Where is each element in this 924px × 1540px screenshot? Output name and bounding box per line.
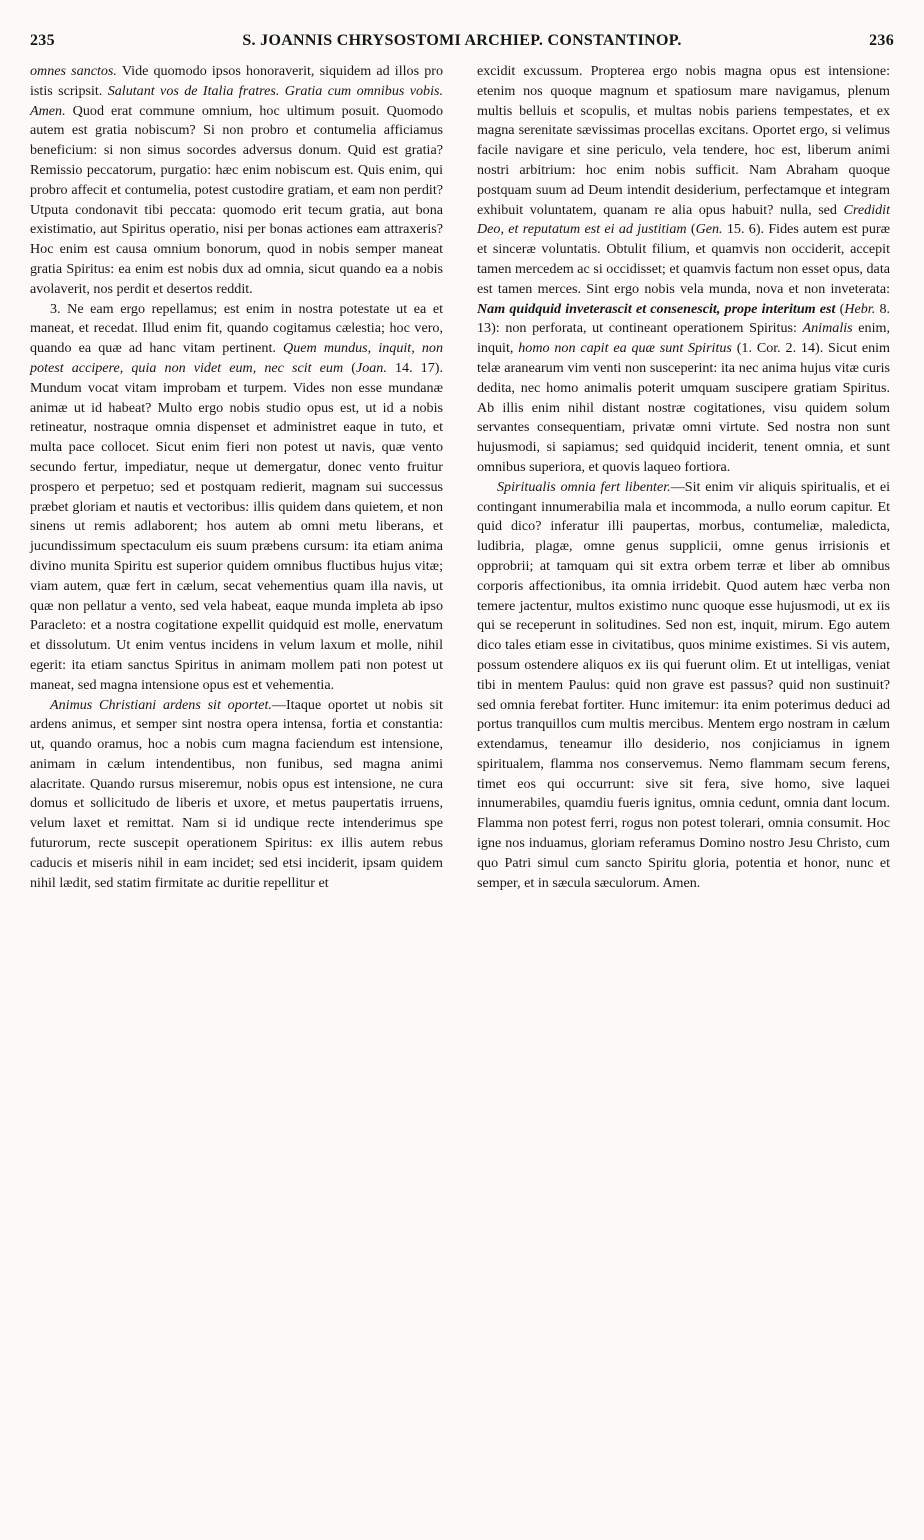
text-run: (: [686, 221, 696, 238]
page-header: [30, 32, 894, 58]
page-number-left: 235: [30, 32, 55, 49]
emphasized-text: Credidit Deo, et reputatum est ei ad justitiam: [477, 201, 890, 238]
text-run: Quod erat commune omnium, hoc ultimum posuit. Quomodo autem est gratia nobiscum? Si non probro et contumelia afficiamus beneficium: si non simus socordes adversus donum. Quid est gratia? Remissio peccatorum, purgatio: hæc enim nobiscum est. Quis enim, qui probro affecit et contumelia, potest custodire gratiam, et eam non perdit? Utputa condonavit tibi peccata: quomodo erit tecum gratia, aut bona existimatio, aut Spiritus operatio, nisi per bonas actiones eam attraxeris? Hoc enim est causa omnium bonorum, quod in nobis semper maneat gratia Spiritus: ea enim est nobis dux ad omnia, sicut quando ea a nobis avolaverit, nos perdit et desertos reddit.: [30, 102, 443, 297]
text-run: 3. Ne eam ergo repellamus; est enim in nostra potestate ut ea et maneat, et recedat. Illud enim fit, quando cogitamus cælestia; hoc vero, quando ea quæ ad hanc vitam pertinent.: [30, 300, 443, 357]
emphasized-text: Spiritualis omnia fert libenter.: [497, 478, 671, 495]
text-run: excidit excussum. Propterea ergo nobis magna opus est intensione: etenim nos quoque magnum et spatiosum mare navigamus, plenum multis belluis et scopulis, et multas nobis pariens tempestates, et ex magna serenitate sævissimas procellas excitans. Oportet ergo, si velimus facile navigare et sine periculo, vela tendere, hoc est, liberum animi nostri arbitrium: hoc enim nobis sufficit. Nam Abraham quoque postquam suum ad Deum intendit desiderium, perfectamque et integram exhibuit voluntatem, quanam re alia opus habuit? nulla, sed: [477, 63, 890, 218]
running-head: S. JOANNIS CHRYSOSTOMI ARCHIEP. CONSTANTINOP.: [242, 32, 682, 49]
text-run: enim, inquit,: [477, 320, 890, 357]
paragraph: [477, 478, 890, 894]
emphasized-text: Gen.: [695, 221, 723, 238]
emphasized-text: Nam quidquid inveterascit et consenescit, prope interitum est: [477, 300, 836, 317]
emphasized-text: Salutant vos de Italia fratres. Gratia cum omnibus vobis. Amen.: [30, 82, 443, 119]
emphasized-text: Joan.: [355, 359, 387, 376]
emphasized-text: Quem mundus, inquit, non potest accipere, quia non videt eum, nec scit eum: [30, 340, 444, 376]
left-column: [30, 62, 443, 893]
text-run: (: [835, 300, 845, 317]
text-run: (1. Cor. 2. 14). Sicut enim telæ aranearum vim venti non susceperint: ita nec anima hujus vitæ curis dedita, nec homo animalis poterit umquam suscipere gratiam Spiritus. Ab illis enim nihil distant nostræ cogitationes, visu quidem solum servantes consequentiam, privatæ omni virtute. Sed nostra non sunt hujusmodi, si sapiamus; sed quidquid inciderit, tenent omnia, et sunt omnibus superiora, et quovis laqueo fortiora.: [477, 340, 890, 475]
page-number-right: 236: [869, 32, 894, 49]
paragraph: [30, 696, 443, 894]
emphasized-text: Animalis: [802, 320, 853, 337]
right-column: [477, 62, 890, 893]
emphasized-text: Hebr.: [844, 300, 876, 317]
emphasized-text: Animus Christiani ardens sit oportet.: [50, 696, 272, 713]
emphasized-text: omnes sanctos.: [30, 63, 117, 79]
text-run: 15. 6). Fides autem est puræ et sinceræ voluntatis. Obtulit filium, et quamvis non occiderit, accepit tamen mercedem ac si occidisset; et quamvis factum non esset opus, data est tamen merces. Sint ergo nobis vela munda, nova et non inveterata:: [477, 221, 890, 297]
text-run: Vide quomodo ipsos honoraverit, siquidem ad illos pro istis scripsit.: [30, 63, 443, 99]
paragraph: [30, 62, 443, 300]
paragraph: [30, 300, 443, 696]
text-run: —Sit enim vir aliquis spiritualis, et ei contingant innumerabilia mala et incommoda, a nullo eorum capitur. Et quid dico? inferatur illi paupertas, morbus, contumeliæ, maledicta, ludibria, plagæ, omne genus supplicii, omne genus irrisionis et opprobrii; at tamquam qui sit extra orbem terræ et liber ab omnibus corporis affectionibus, ita omnia irridebit. Quod autem hæc verba non temere jactentur, multos existimo nunc quoque esse hujusmodi, ut ex iis qui se receperunt in solitudines. Sed non est, inquit, mirum. Ego autem dico tales etiam esse in civitatibus, quos minime existimes. Si vis autem, possum ostendere aliquos ex iis qui fuerunt olim. Et ut intelligas, veniat tibi in mentem Paulus: quid non grave est passus? quid non sustinuit? sed omnia ferebat fortiter. Hunc imitemur: ita enim poterimus deduci ad portus tranquillos cum multis mercibus. Mentem ergo nostram in cælum extendamus, teneamur illo desiderio, nos conjiciamus in ignem spiritualem, flamma nos conservemus. Nemo flammam secum ferens, timet eos qui occurrunt: sive sit fera, sive homo, sive laquei innumerabiles, quamdiu fueris ignitus, omnia cedunt, omnia dant locum. Flamma non potest ferri, rogus non potest tolerari, omnia consumit. Hoc igne nos induamus, gloriam referamus Domino nostro Jesu Christo, cum quo Patri simul cum sancto Spiritu gloria, potentia et honor, nunc et semper, et in sæcula sæculorum. Amen.: [477, 478, 890, 891]
text-run: 14. 17). Mundum vocat vitam improbam et turpem. Vides non esse mundanæ animæ ut id habeat? Multo ergo nobis studio opus est, ut id a nobis retineatur, nostraque omnia dispenset et administret eaque in tuto, et multa pace collocet. Sicut enim fieri non potest ut navis, quæ vento secundo fertur, impediatur, neque ut demergatur, donec vento fruitur prospero et perpetuo; sed et postquam redierit, magnam sui successus præbet gloriam et nautis et vectoribus: illis quidem dans quietem, et non sinens ut remis adlaborent; hos autem ab omni metu liberans, et jucundissimum spectaculum eis suum præbens cursum: ita etiam anima divino munita Spiritu est superior quidem omnibus fluctibus hujus vitæ; viam autem, quæ fert in cælum, secat vehementius quam illa navis, ut quæ non pellatur a vento, sed vela habeat, eaque munda impleta ab ipso Paracleto: et a nostra cogitatione expellit quidquid est molle, enervatum et dissolutum. Ut enim ventus incidens in velum laxum et molle, nihil egerit: ita etiam sanctus Spiritus in animam mollem pati non potest ut maneat, sed magna intensione opus est et vehementia.: [30, 359, 443, 693]
emphasized-text: homo non capit ea quæ sunt Spiritus: [518, 340, 732, 357]
text-run: 8. 13): non perforata, ut contineant operationem Spiritus:: [477, 300, 891, 337]
text-run: —Itaque oportet ut nobis sit ardens animus, et semper sint nostra opera intensa, fortia et constantia: ut, quando oramus, hoc a nobis cum magna faciendum est intensione, animam in cælum intendentibus, non funibus, sed magna animi alacritate. Quando rursus miseremur, nobis opus est intensione, ne cura domus et sollicitudo de liberis et uxore, et metus paupertatis irruens, velum laxet et remittat. Nam si id undique recte intenderimus spe futurorum, recte suscepit operationem Spiritus: ex illis autem rebus caducis et miseris nihil in eam incidet; sed etsi inciderit, ipsam quidem nihil lædit, sed statim firmitate ac duritie repellitur et: [30, 696, 443, 891]
text-run: (: [343, 359, 356, 376]
paragraph: [477, 62, 890, 478]
